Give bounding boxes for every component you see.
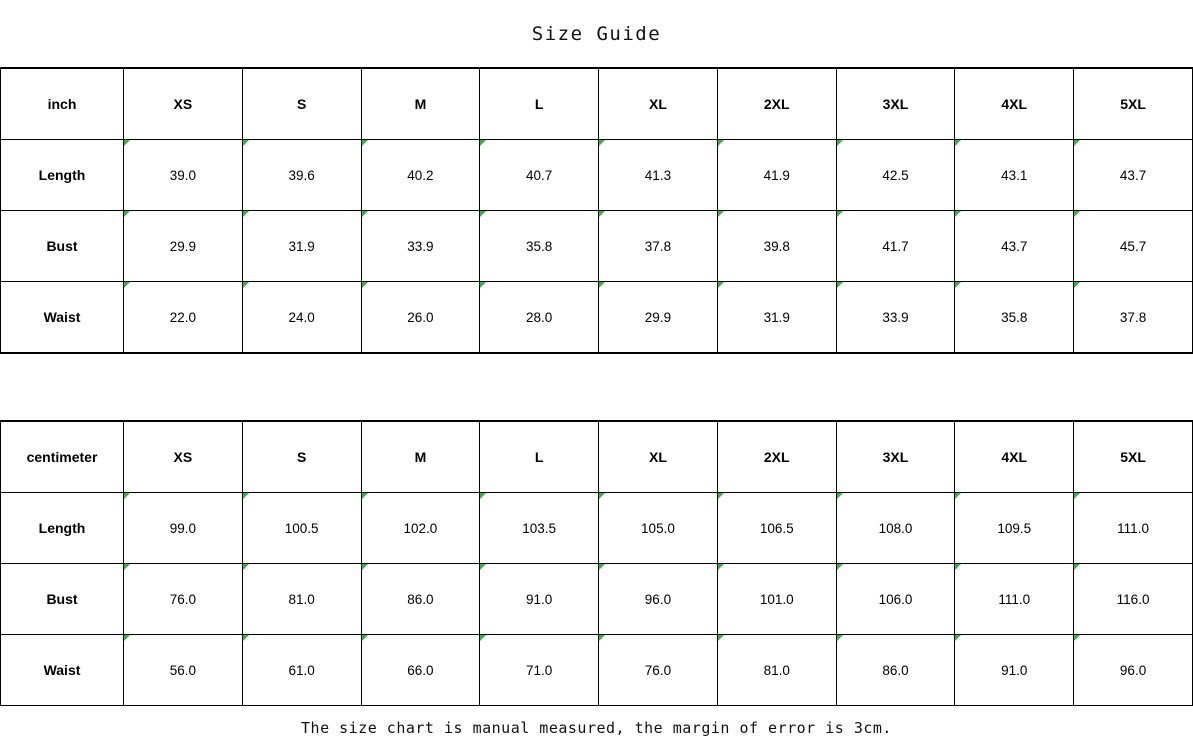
cell-length-xl: 41.3 (599, 140, 718, 211)
cell-waist-s: 61.0 (242, 635, 361, 706)
cell-bust-m: 86.0 (361, 564, 480, 635)
cell-waist-s: 24.0 (242, 282, 361, 353)
cell-waist-3xl: 86.0 (836, 635, 955, 706)
column-header-4xl: 4XL (955, 422, 1074, 493)
page-title-bar (0, 0, 1193, 68)
cell-waist-xl: 76.0 (599, 635, 718, 706)
table-header-row (1, 69, 1193, 140)
cell-bust-2xl: 101.0 (717, 564, 836, 635)
column-header-5xl: 5XL (1074, 422, 1193, 493)
cell-waist-l: 71.0 (480, 635, 599, 706)
cell-length-2xl: 106.5 (717, 493, 836, 564)
column-header-xs: XS (124, 69, 243, 140)
footer-note: The size chart is manual measured, the margin of error is 3cm. (301, 718, 892, 737)
cell-length-4xl: 109.5 (955, 493, 1074, 564)
cell-waist-m: 66.0 (361, 635, 480, 706)
cell-waist-2xl: 31.9 (717, 282, 836, 353)
row-label-bust: Bust (1, 211, 124, 282)
cell-bust-4xl: 111.0 (955, 564, 1074, 635)
cell-bust-s: 81.0 (242, 564, 361, 635)
cell-bust-xs: 76.0 (124, 564, 243, 635)
cell-waist-m: 26.0 (361, 282, 480, 353)
cell-length-s: 100.5 (242, 493, 361, 564)
cell-bust-m: 33.9 (361, 211, 480, 282)
cell-length-xs: 99.0 (124, 493, 243, 564)
row-label-bust: Bust (1, 564, 124, 635)
column-header-l: L (480, 69, 599, 140)
column-header-xs: XS (124, 422, 243, 493)
cell-length-m: 40.2 (361, 140, 480, 211)
size-table-inch (0, 68, 1193, 353)
row-label-waist: Waist (1, 282, 124, 353)
column-header-5xl: 5XL (1074, 69, 1193, 140)
cell-waist-5xl: 37.8 (1074, 282, 1193, 353)
cell-length-s: 39.6 (242, 140, 361, 211)
table-row (1, 564, 1193, 635)
table-row (1, 140, 1193, 211)
column-header-xl: XL (599, 422, 718, 493)
cell-length-4xl: 43.1 (955, 140, 1074, 211)
table-separator (0, 353, 1193, 421)
page-title: Size Guide (531, 22, 662, 45)
cell-length-5xl: 43.7 (1074, 140, 1193, 211)
column-header-xl: XL (599, 69, 718, 140)
column-header-2xl: 2XL (717, 422, 836, 493)
cell-bust-4xl: 43.7 (955, 211, 1074, 282)
cell-waist-5xl: 96.0 (1074, 635, 1193, 706)
cell-length-l: 103.5 (480, 493, 599, 564)
column-header-3xl: 3XL (836, 422, 955, 493)
cell-length-xs: 39.0 (124, 140, 243, 211)
column-header-m: M (361, 422, 480, 493)
cell-bust-l: 91.0 (480, 564, 599, 635)
table-row (1, 635, 1193, 706)
unit-label-inch: inch (1, 69, 124, 140)
table-header-row (1, 422, 1193, 493)
cell-length-l: 40.7 (480, 140, 599, 211)
cell-bust-2xl: 39.8 (717, 211, 836, 282)
cell-bust-3xl: 41.7 (836, 211, 955, 282)
cell-bust-xl: 96.0 (599, 564, 718, 635)
row-label-waist: Waist (1, 635, 124, 706)
cell-length-2xl: 41.9 (717, 140, 836, 211)
footer-note-area (0, 706, 1193, 749)
cell-bust-5xl: 45.7 (1074, 211, 1193, 282)
cell-length-3xl: 108.0 (836, 493, 955, 564)
cell-waist-2xl: 81.0 (717, 635, 836, 706)
cell-waist-4xl: 91.0 (955, 635, 1074, 706)
column-header-s: S (242, 69, 361, 140)
cell-length-m: 102.0 (361, 493, 480, 564)
cell-length-3xl: 42.5 (836, 140, 955, 211)
cell-waist-xs: 56.0 (124, 635, 243, 706)
column-header-l: L (480, 422, 599, 493)
cell-waist-4xl: 35.8 (955, 282, 1074, 353)
cell-bust-xl: 37.8 (599, 211, 718, 282)
cell-waist-3xl: 33.9 (836, 282, 955, 353)
row-label-length: Length (1, 140, 124, 211)
cell-bust-5xl: 116.0 (1074, 564, 1193, 635)
cell-waist-xs: 22.0 (124, 282, 243, 353)
cell-length-5xl: 111.0 (1074, 493, 1193, 564)
cell-bust-l: 35.8 (480, 211, 599, 282)
column-header-2xl: 2XL (717, 69, 836, 140)
table-row (1, 282, 1193, 353)
column-header-4xl: 4XL (955, 69, 1074, 140)
cell-bust-3xl: 106.0 (836, 564, 955, 635)
cell-bust-xs: 29.9 (124, 211, 243, 282)
cell-length-xl: 105.0 (599, 493, 718, 564)
cell-bust-s: 31.9 (242, 211, 361, 282)
column-header-s: S (242, 422, 361, 493)
cell-waist-l: 28.0 (480, 282, 599, 353)
table-row (1, 493, 1193, 564)
column-header-3xl: 3XL (836, 69, 955, 140)
row-label-length: Length (1, 493, 124, 564)
size-table-centimeter (0, 421, 1193, 706)
column-header-m: M (361, 69, 480, 140)
table-row (1, 211, 1193, 282)
cell-waist-xl: 29.9 (599, 282, 718, 353)
unit-label-centimeter: centimeter (1, 422, 124, 493)
